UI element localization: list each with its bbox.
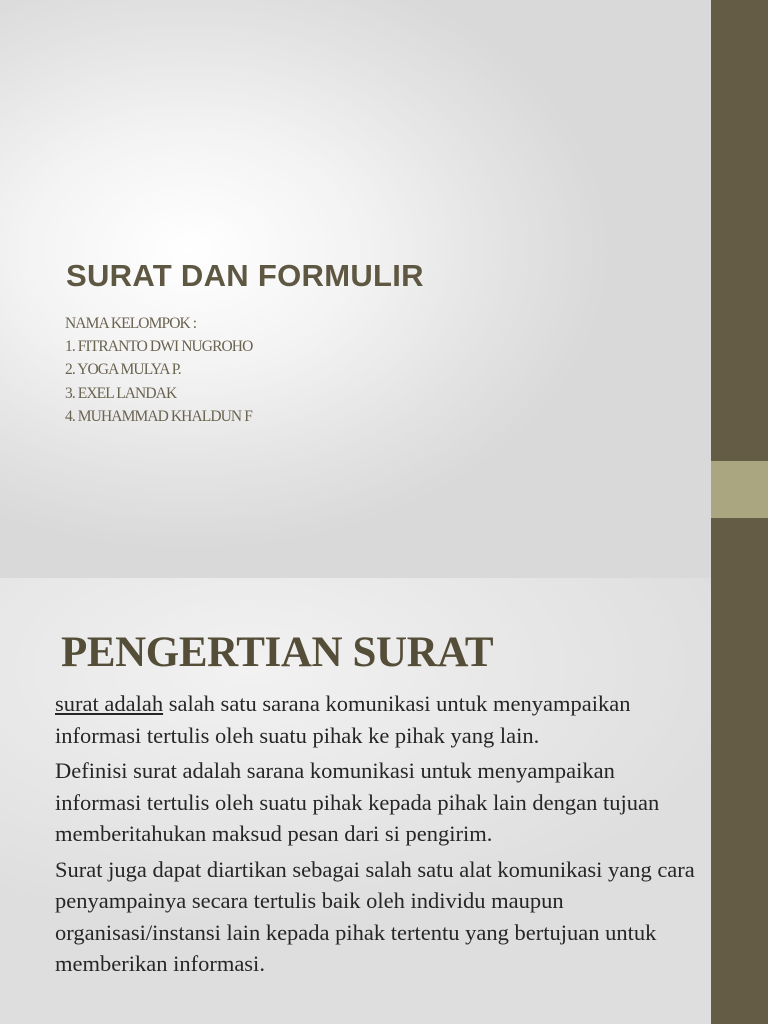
member-item: 4. MUHAMMAD KHALDUN F (65, 407, 252, 425)
surat-adalah-link[interactable]: surat adalah (55, 691, 164, 716)
slide-definition (0, 578, 711, 1024)
presentation-title: SURAT DAN FORMULIR (66, 258, 424, 293)
paragraph-1 (55, 688, 695, 751)
paragraph-3: Surat juga dapat diartikan sebagai salah satu alat komunikasi yang cara penyampainya secara tertulis baik oleh individu maupun organisasi/instansi lain kepada pihak tertentu yang bertujuan untuk memberikan informasi. (55, 856, 695, 976)
member-item: 3. EXEL LANDAK (65, 384, 177, 402)
paragraph-1-text: salah satu sarana komunikasi untuk menyampaikan informasi tertulis oleh suatu pihak ke pihak yang lain. (55, 691, 631, 748)
member-item: 2. YOGA MULYA P. (65, 361, 181, 379)
paragraph-2: Definisi surat adalah sarana komunikasi untuk menyampaikan informasi tertulis oleh suatu pihak kepada pihak lain dengan tujuan memberitahukan maksud pesan dari si pengirim. (55, 758, 660, 846)
group-label: NAMA KELOMPOK : (65, 315, 197, 332)
member-item: 1. FITRANTO DWI NUGROHO (65, 338, 253, 356)
sidebar-accent-block (711, 461, 768, 518)
definition-body (55, 688, 695, 984)
group-member-list (65, 312, 252, 428)
section-title: PENGERTIAN SURAT (61, 629, 494, 676)
